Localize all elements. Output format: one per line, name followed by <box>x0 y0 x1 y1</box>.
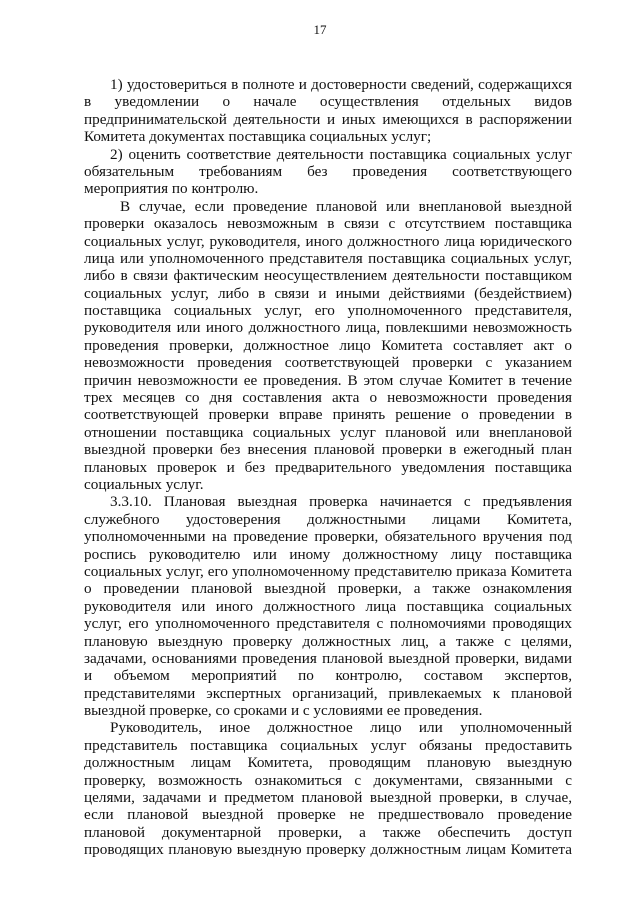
text-line: руководителя или иного должностного лица, повлекшими невозможность <box>84 319 572 337</box>
text-line: в уведомлении о начале осуществления отдельных видов <box>84 93 572 111</box>
text-line: соответствующей проверки вправе принять решение о проведении в <box>84 406 572 424</box>
text-line: плановую выездную проверку должностных лиц, а также с целями, <box>84 632 572 650</box>
paragraph-impossible-inspection <box>84 198 572 494</box>
text-line: проверку, возможность ознакомиться с документами, связанными с <box>84 771 572 789</box>
text-line: служебного удостоверения должностными лицами Комитета, <box>84 510 572 528</box>
text-line: плановых проверок и без предварительного уведомления поставщика <box>84 458 572 476</box>
text-line: лица или уполномоченного представителя поставщика социальных услуг, <box>84 249 572 267</box>
text-line: руководителя или иного должностного лица поставщика социальных <box>84 597 572 615</box>
text-line: услуг, его уполномоченного представителя с полномочиями проводящих <box>84 615 572 633</box>
text-line: 3.3.10. Плановая выездная проверка начинается с предъявления <box>110 493 572 511</box>
text-line: невозможности проведения соответствующей проверки с указанием <box>84 354 572 372</box>
text-line: предпринимательской деятельности и иных имеющихся в распоряжении <box>84 110 572 128</box>
text-line: 2) оценить соответствие деятельности поставщика социальных услуг <box>110 145 572 163</box>
text-line: если плановой выездной проверке не предшествовало проведение <box>84 806 572 824</box>
text-line: выездной проверке, со сроками и с условиями ее проведения. <box>84 702 483 720</box>
text-line: Руководитель, иное должностное лицо или уполномоченный <box>110 719 572 737</box>
paragraph-item-2 <box>84 146 572 198</box>
text-line: роспись руководителю или иному должностному лицу поставщика <box>84 545 572 563</box>
text-line: проводящих плановую выездную проверку должностным лицам Комитета <box>84 841 572 859</box>
document-body <box>84 76 572 859</box>
text-line: представитель поставщика социальных услуг обязаны предоставить <box>84 736 572 754</box>
text-line: социальных услуг. <box>84 475 204 493</box>
text-line: поставщика социальных услуг, его уполномоченного представителя, <box>84 302 572 320</box>
paragraph-item-1 <box>84 76 572 146</box>
text-line: плановой документарной проверки, а также обеспечить доступ <box>84 823 572 841</box>
text-line: либо в связи фактическим неосуществлением деятельности поставщиком <box>84 267 572 285</box>
text-line: проведения проверки, должностное лицо Комитета составляет акт о <box>84 336 572 354</box>
text-line: Комитета документах поставщика социальных услуг; <box>84 128 432 146</box>
text-line: трех месяцев со дня составления акта о невозможности проведения <box>84 389 572 407</box>
text-line: 1) удостовериться в полноте и достоверности сведений, содержащихся <box>110 76 572 93</box>
text-line: отношении поставщика социальных услуг плановой или внеплановой <box>84 423 572 441</box>
text-line: проверки оказалось невозможным в связи с отсутствием поставщика <box>84 215 572 233</box>
text-line: обязательным требованиям без проведения соответствующего <box>84 162 572 180</box>
text-line: выездной проверки без внесения плановой проверки в ежегодный план <box>84 441 572 459</box>
paragraph-supplier-obligations <box>84 719 572 858</box>
text-line: представителями экспертных организаций, привлекаемых к плановой <box>84 684 572 702</box>
text-line: В случае, если проведение плановой или внеплановой выездной <box>120 197 572 215</box>
text-line: должностным лицам Комитета, проводящим плановую выездную <box>84 754 572 772</box>
text-line: о проведении плановой выездной проверки, а также ознакомления <box>84 580 572 598</box>
text-line: целями, задачами и предметом плановой выездной проверки, в случае, <box>84 789 572 807</box>
text-line: задачами, основаниями проведения плановой выездной проверки, видами <box>84 649 572 667</box>
text-line: социальных услуг, либо в связи и иными действиями (бездействием) <box>84 284 572 302</box>
text-line: уполномоченными на проведение проверки, обязательного вручения под <box>84 528 572 546</box>
text-line: социальных услуг, его уполномоченному представителю приказа Комитета <box>84 562 572 580</box>
text-line: и объемом мероприятий по контролю, составом экспертов, <box>84 667 572 685</box>
paragraph-clause-3-3-10 <box>84 493 572 719</box>
text-line: мероприятия по контролю. <box>84 180 259 198</box>
text-line: причин невозможности ее проведения. В этом случае Комитет в течение <box>84 371 572 389</box>
text-line: социальных услуг, руководителя, иного должностного лица юридического <box>84 232 572 250</box>
page-number: 17 <box>313 22 327 37</box>
